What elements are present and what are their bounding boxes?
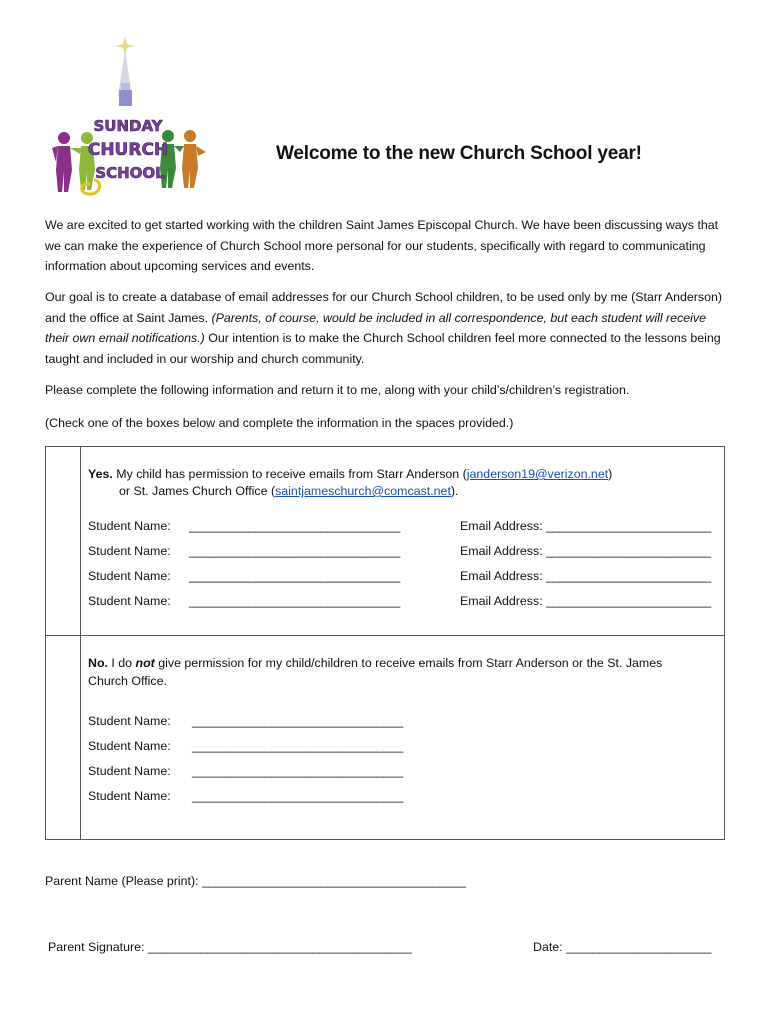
logo-graphic (50, 34, 210, 200)
student-name-label: Student Name: (88, 789, 171, 803)
parent-name-field[interactable]: ________________________________________ (202, 874, 466, 888)
student-name-field[interactable]: ________________________________ (189, 594, 400, 608)
student-name-label: Student Name: (88, 544, 171, 558)
date-row (533, 940, 711, 954)
svg-text:CHURCH: CHURCH (87, 140, 169, 160)
permission-yes-section (45, 446, 725, 636)
student-name-field[interactable]: ________________________________ (189, 569, 400, 583)
student-name-label: Student Name: (88, 739, 171, 753)
intro-paragraph: We are excited to get started working with the children Saint James Episcopal Church. We have been discussing ways that we can make the experience of Church School more personal for our students, specifically with regard to communicating information about upcoming services and events. (45, 218, 719, 273)
student-name-label: Student Name: (88, 594, 171, 608)
yes-checkbox[interactable] (80, 447, 81, 635)
svg-text:SCHOOL: SCHOOL (95, 164, 165, 182)
date-label: Date: (533, 940, 567, 954)
email-link-office[interactable]: saintjameschurch@comcast.net (275, 484, 451, 498)
student-name-label: Student Name: (88, 714, 171, 728)
email-address-field[interactable]: Email Address: _________________________ (460, 569, 711, 583)
yes-text-end: ) (608, 467, 613, 481)
no-label: No. (88, 656, 108, 670)
parent-signature-field[interactable]: ________________________________________ (147, 940, 412, 954)
parent-name-label: Parent Name (Please print): (45, 874, 203, 888)
yes-statement-office (119, 484, 458, 498)
permission-no-section (45, 635, 725, 840)
sunday-church-school-logo (50, 34, 210, 200)
student-name-label: Student Name: (88, 764, 171, 778)
yes-label: Yes. (88, 467, 113, 481)
student-name-label: Student Name: (88, 569, 171, 583)
goal-paragraph (45, 287, 725, 369)
student-name-field[interactable]: ________________________________ (192, 764, 403, 778)
office-text-end: ). (450, 484, 459, 498)
goal-text-start: Our goal is to create a database of email addresses for our Church School children, to be used only by me (Starr Anderson) and the office at Saint James. (45, 290, 723, 325)
no-statement (88, 654, 688, 690)
email-address-field[interactable]: Email Address: _________________________ (460, 594, 711, 608)
yes-statement (88, 467, 612, 481)
email-address-field[interactable]: Email Address: _________________________ (460, 519, 711, 533)
parent-signature-label: Parent Signature: (48, 940, 148, 954)
no-text-b: give permission for my child/children to receive emails from Starr Anderson or the St. James Church Office. (88, 656, 663, 688)
goal-text-italic: (Parents, of course, would be included in all correspondence, but each student will receive their own email notifications.) (45, 310, 706, 345)
parent-signature-row (48, 940, 412, 954)
office-text: or St. James Church Office ( (119, 484, 276, 498)
email-link-anderson[interactable]: janderson19@verizon.net (466, 467, 609, 481)
svg-text:SUNDAY: SUNDAY (93, 117, 163, 135)
parent-name-row (45, 874, 466, 888)
student-name-field[interactable]: ________________________________ (192, 739, 403, 753)
yes-text: My child has permission to receive emails from Starr Anderson ( (112, 467, 467, 481)
no-text-not: not (135, 656, 155, 670)
page-title: Welcome to the new Church School year! (276, 143, 642, 164)
student-name-label: Student Name: (88, 519, 171, 533)
student-name-field[interactable]: ________________________________ (189, 519, 400, 533)
check-instruction: (Check one of the boxes below and complete the information in the spaces provided.) (45, 416, 514, 430)
goal-text-end: Our intention is to make the Church School children feel more connected to the lessons being taught and included in our worship and church community. (45, 331, 721, 366)
no-text-a: I do (107, 656, 136, 670)
student-name-field[interactable]: ________________________________ (189, 544, 400, 558)
instruction-paragraph: Please complete the following information and return it to me, along with your child’s/children’s registration. (45, 383, 630, 397)
no-checkbox[interactable] (80, 636, 81, 839)
email-address-field[interactable]: Email Address: _________________________ (460, 544, 711, 558)
student-name-field[interactable]: ________________________________ (192, 714, 403, 728)
student-name-field[interactable]: ________________________________ (192, 789, 403, 803)
date-field[interactable]: ______________________ (566, 940, 712, 954)
